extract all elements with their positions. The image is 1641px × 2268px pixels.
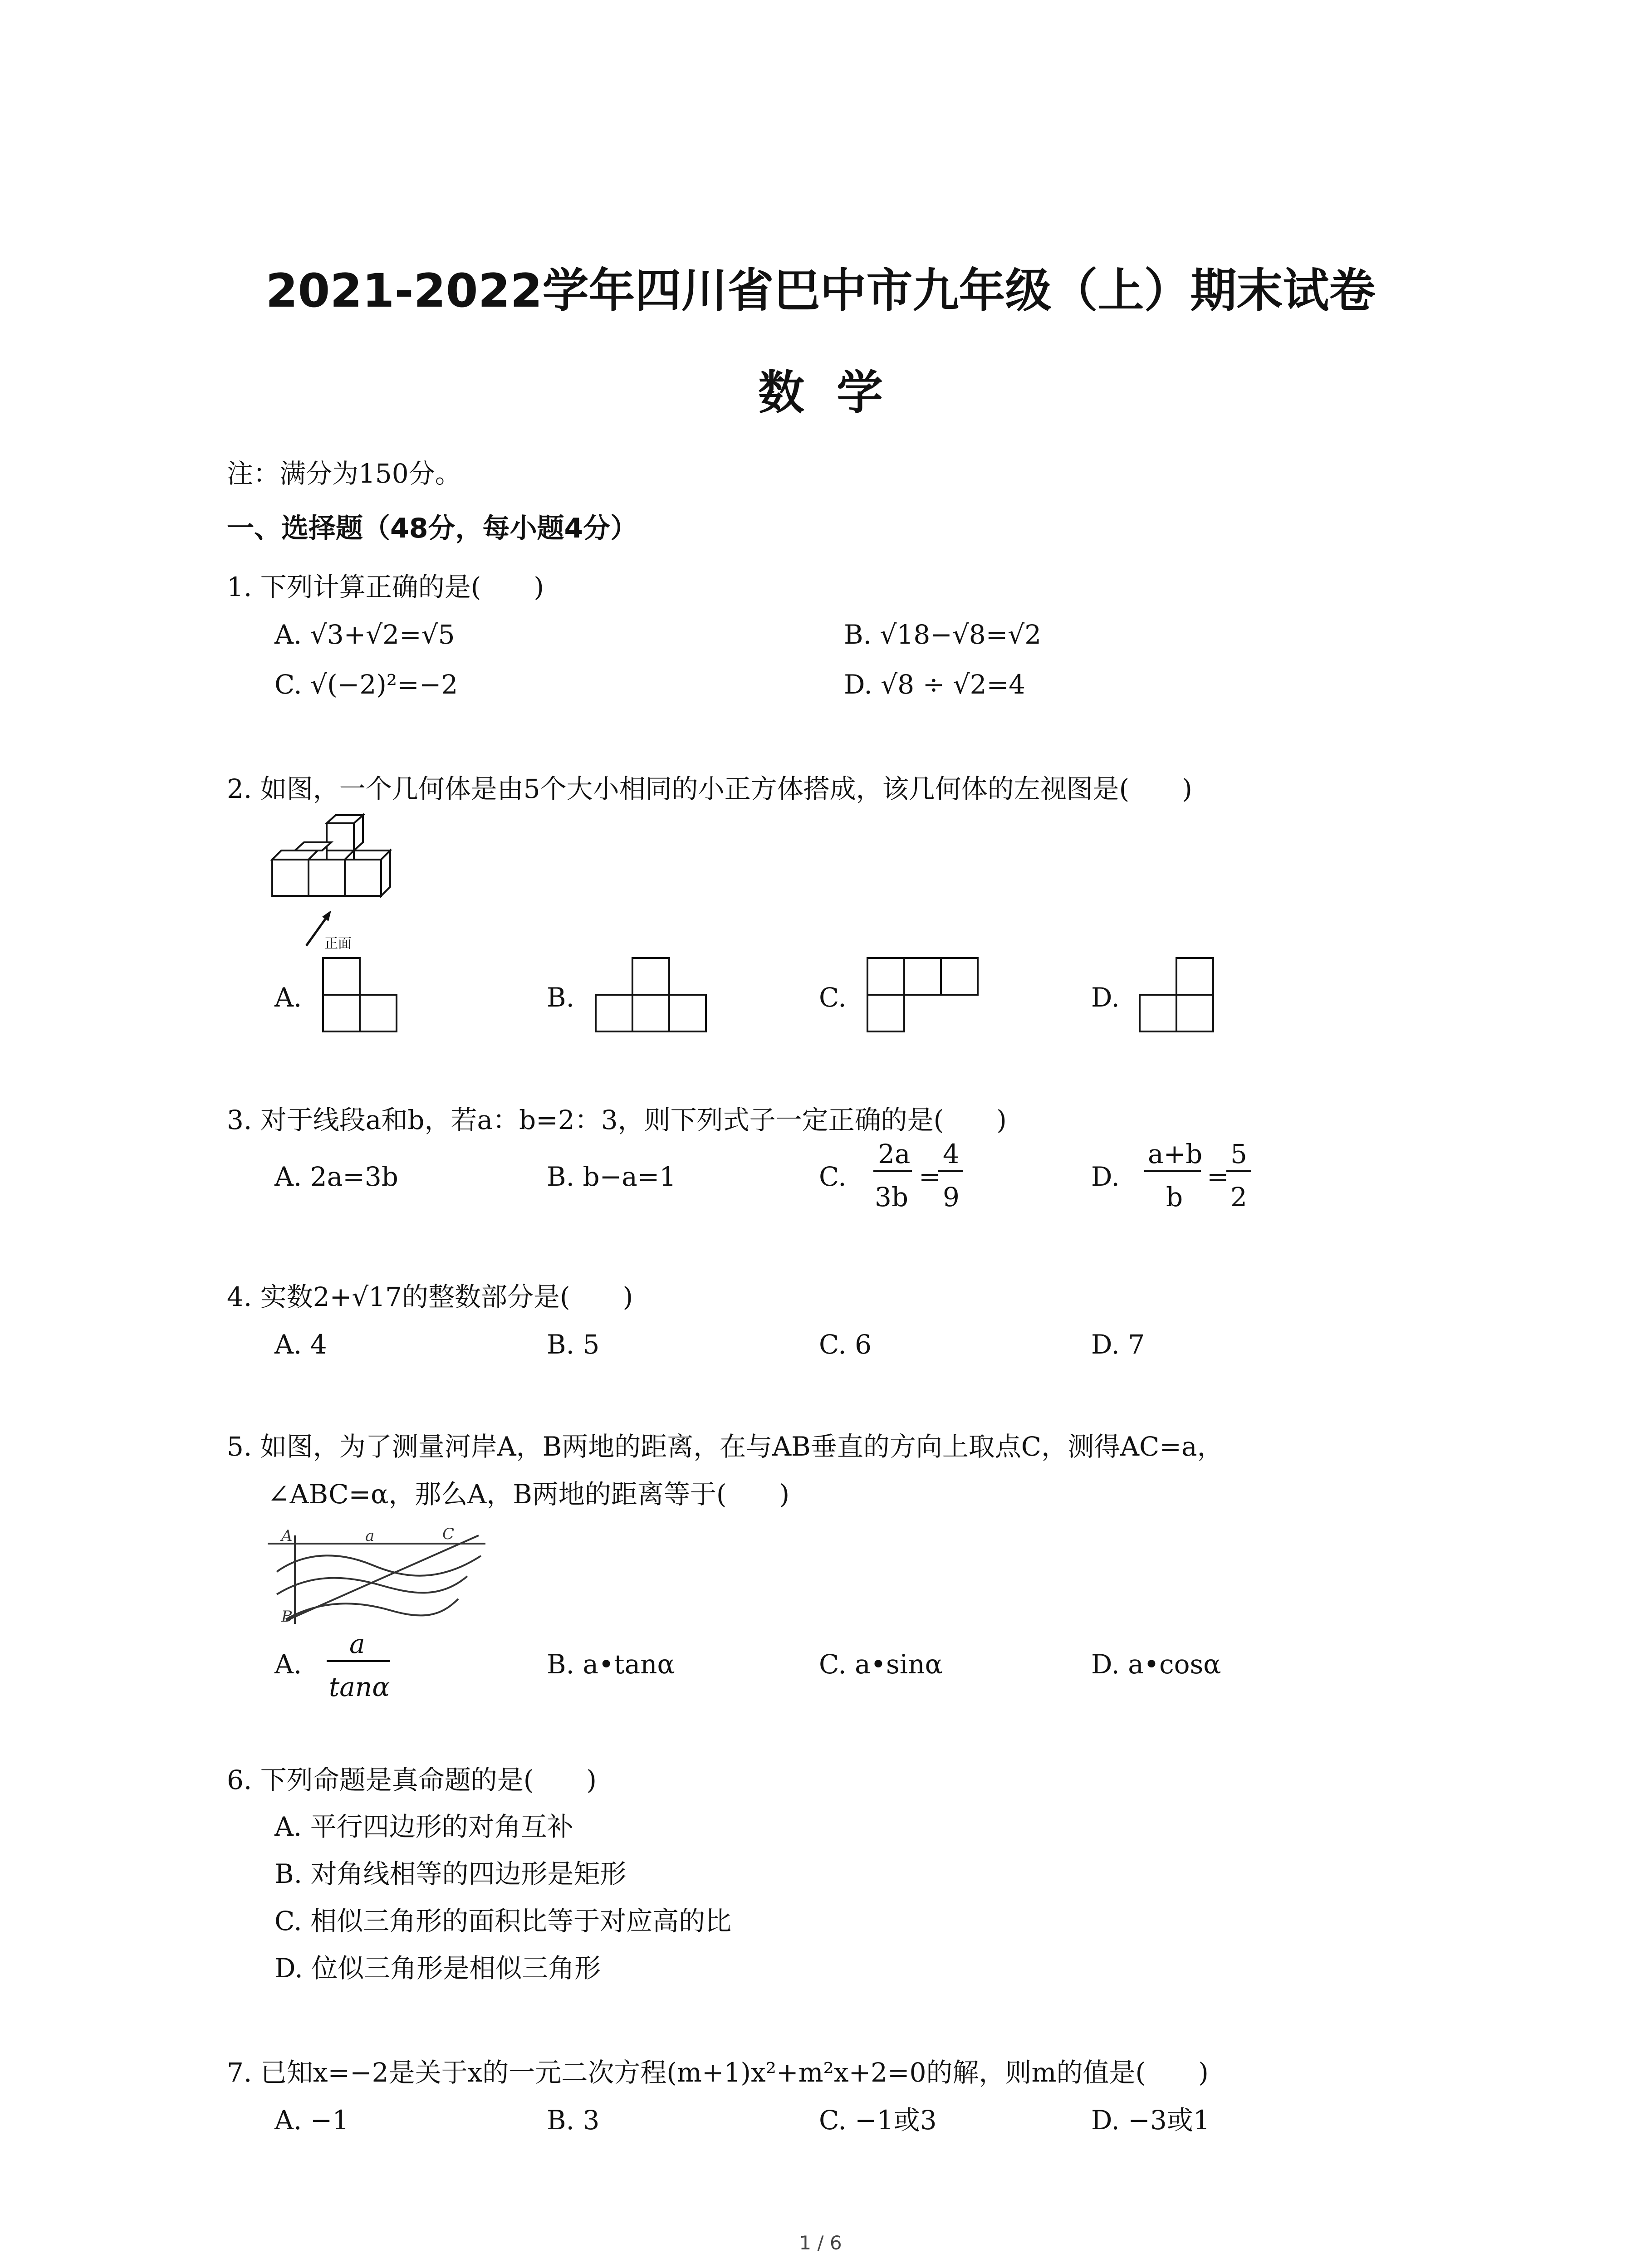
q7-stem: 7. 已知x=−2是关于x的一元二次方程(m+1)x²+m²x+2=0的解，则m的值是( ) — [227, 2057, 1209, 2088]
q2-b-view-square — [632, 994, 670, 1032]
q2-option-b[interactable]: B. — [547, 982, 575, 1013]
q2-d-view-square — [1176, 994, 1214, 1032]
q3-d-numerator: 5 — [1230, 1139, 1247, 1169]
q2-a-view-square — [322, 957, 361, 996]
q1-stem: 1. 下列计算正确的是( ) — [227, 572, 544, 602]
q6-option-b[interactable]: B. 对角线相等的四边形是矩形 — [274, 1858, 627, 1889]
q2-b-view-square — [632, 957, 670, 996]
q5-stem-line2: ∠ABC=α，那么A，B两地的距离等于( ) — [268, 1479, 790, 1510]
q2-b-view-square — [668, 994, 707, 1032]
q6-stem: 6. 下列命题是真命题的是( ) — [227, 1765, 597, 1795]
q4-option-a[interactable]: A. 4 — [274, 1329, 327, 1360]
fraction-bar — [873, 1170, 912, 1172]
q3-c-numerator: 2a — [878, 1139, 911, 1169]
fraction-bar — [938, 1170, 963, 1172]
q5-stem-line1: 5. 如图，为了测量河岸A，B两地的距离，在与AB垂直的方向上取点C，测得AC=a， — [227, 1431, 1224, 1462]
q3-c-denominator: 3b — [875, 1182, 909, 1212]
score-note: 注：满分为150分。 — [227, 458, 461, 489]
fraction-bar — [1144, 1170, 1201, 1172]
river-figure — [268, 1522, 495, 1631]
q5-option-a[interactable]: A. — [274, 1649, 302, 1680]
q7-option-c[interactable]: C. −1或3 — [819, 2105, 937, 2136]
q1-option-d[interactable]: D. √8 ÷ √2=4 — [844, 669, 1025, 700]
section-heading: 一、选择题（48分，每小题4分） — [227, 513, 638, 544]
q3-stem: 3. 对于线段a和b，若a：b=2：3，则下列式子一定正确的是( ) — [227, 1105, 1007, 1135]
q3-option-c[interactable]: C. — [819, 1161, 847, 1192]
page-number: 1 / 6 — [799, 2232, 842, 2254]
q2-a-view-square — [322, 994, 361, 1032]
page-subtitle: 数 学 — [758, 366, 883, 420]
q3-d-numerator: a+b — [1148, 1139, 1203, 1169]
q1-option-b[interactable]: B. √18−√8=√2 — [844, 619, 1042, 650]
label-c-point: C — [442, 1525, 455, 1543]
fraction-bar — [1226, 1170, 1251, 1172]
q6-option-c[interactable]: C. 相似三角形的面积比等于对应高的比 — [274, 1906, 732, 1936]
q5-a-numerator: a — [349, 1628, 365, 1659]
q4-stem: 4. 实数2+√17的整数部分是( ) — [227, 1281, 633, 1312]
q2-b-view-square — [595, 994, 633, 1032]
fraction-bar — [327, 1660, 390, 1662]
label-a-length: a — [365, 1527, 375, 1545]
q5-option-b[interactable]: B. a•tanα — [547, 1649, 675, 1680]
q4-option-d[interactable]: D. 7 — [1091, 1329, 1145, 1360]
q3-c-numerator: 4 — [943, 1139, 960, 1169]
q1-option-c[interactable]: C. √(−2)²=−2 — [274, 669, 458, 700]
q2-c-view-square — [903, 957, 942, 996]
q7-option-d[interactable]: D. −3或1 — [1091, 2105, 1210, 2136]
q6-option-a[interactable]: A. 平行四边形的对角互补 — [274, 1811, 573, 1842]
q2-c-view-square — [867, 957, 905, 996]
q2-c-view-square — [867, 994, 905, 1032]
q2-a-view-square — [359, 994, 397, 1032]
q3-option-b[interactable]: B. b−a=1 — [547, 1161, 676, 1192]
q3-option-d[interactable]: D. — [1091, 1161, 1120, 1192]
q1-option-a[interactable]: A. √3+√2=√5 — [274, 619, 455, 650]
q2-c-view-square — [940, 957, 979, 996]
q3-c-equals: = — [919, 1161, 941, 1192]
page-title: 2021-2022学年四川省巴中市九年级（上）期末试卷 — [265, 264, 1376, 318]
q2-stem: 2. 如图，一个几何体是由5个大小相同的小正方体搭成，该几何体的左视图是( ) — [227, 773, 1192, 804]
q3-d-denominator: 2 — [1230, 1182, 1247, 1212]
q5-option-d[interactable]: D. a•cosα — [1091, 1649, 1221, 1680]
front-label: 正面 — [324, 936, 352, 952]
q3-c-denominator: 9 — [943, 1182, 960, 1212]
q2-d-view-square — [1176, 957, 1214, 996]
label-b-point: B — [281, 1608, 293, 1626]
q3-d-denominator: b — [1166, 1182, 1183, 1212]
q7-option-b[interactable]: B. 3 — [547, 2105, 600, 2136]
q3-option-a[interactable]: A. 2a=3b — [274, 1161, 398, 1192]
cube-stack-figure — [268, 810, 417, 959]
q2-d-view-square — [1139, 994, 1177, 1032]
q4-option-c[interactable]: C. 6 — [819, 1329, 872, 1360]
q3-d-equals: = — [1207, 1161, 1229, 1192]
label-a-point: A — [281, 1527, 293, 1545]
q2-option-d[interactable]: D. — [1091, 982, 1120, 1013]
q5-option-c[interactable]: C. a•sinα — [819, 1649, 943, 1680]
q5-a-denominator: tanα — [329, 1672, 390, 1702]
q6-option-d[interactable]: D. 位似三角形是相似三角形 — [274, 1953, 601, 1984]
q2-option-a[interactable]: A. — [274, 982, 302, 1013]
q2-option-c[interactable]: C. — [819, 982, 847, 1013]
q7-option-a[interactable]: A. −1 — [274, 2105, 349, 2136]
q4-option-b[interactable]: B. 5 — [547, 1329, 600, 1360]
